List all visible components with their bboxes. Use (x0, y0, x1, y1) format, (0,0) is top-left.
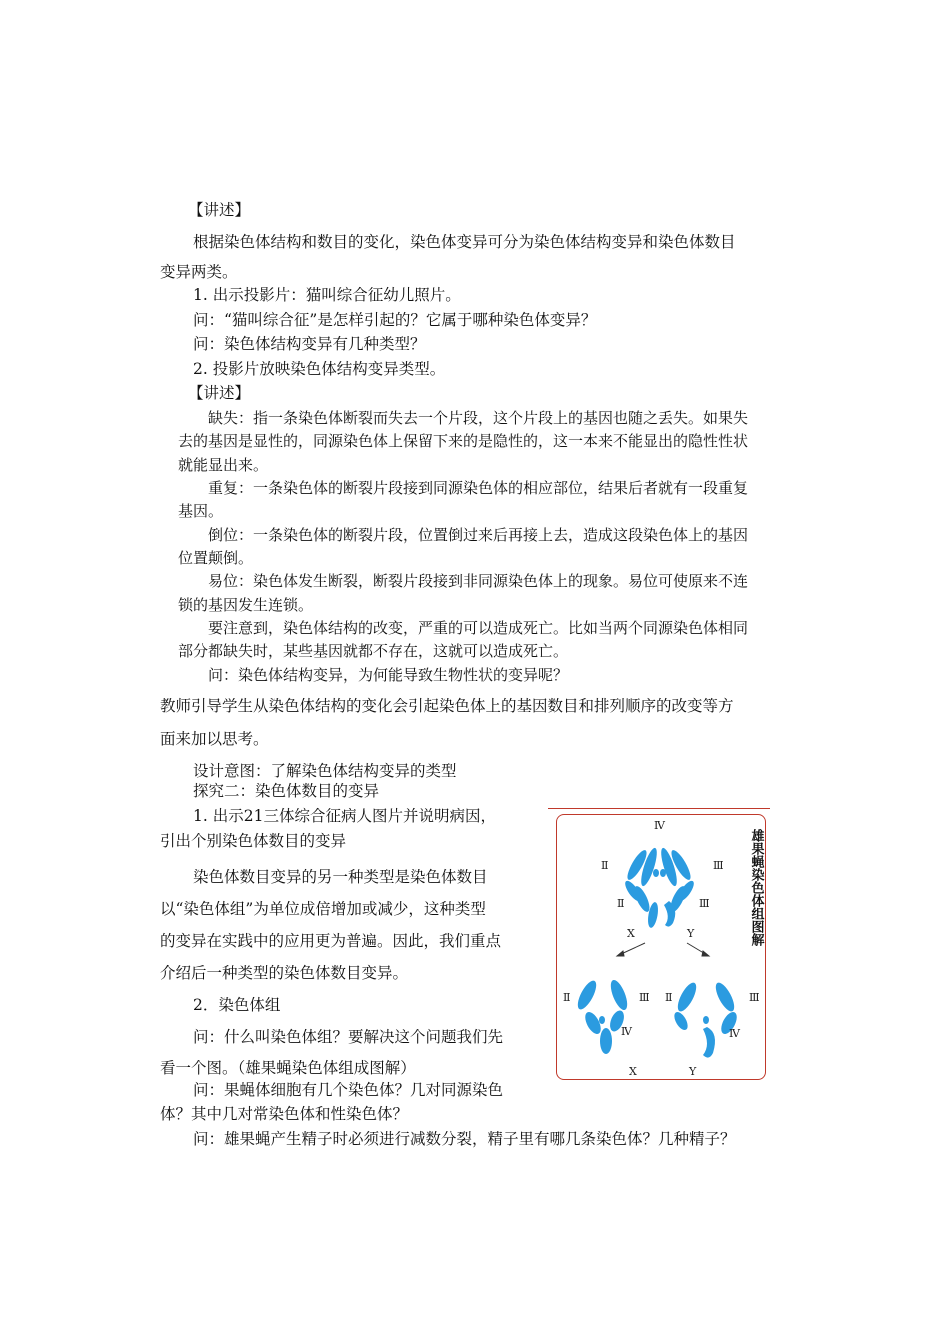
question-line: 问：雄果蝇产生精子时必须进行减数分裂，精子里有哪几条染色体？几种精子？ (193, 1130, 736, 1148)
heading-narration-2: 【讲述】 (188, 384, 251, 402)
label-g2-iv: Ⅳ (729, 1027, 740, 1040)
chromosome-g2-iii (712, 980, 738, 1014)
question-line: 问：“猫叫综合征”是怎样引起的？它属于哪种染色体变异？ (193, 311, 597, 329)
paragraph-line: 要注意到，染色体结构的改变，严重的可以造成死亡。比如当两个同源染色体相同 (208, 619, 749, 637)
question-line: 问：染色体结构变异有几种类型？ (193, 335, 426, 353)
label-g1-iv: Ⅳ (621, 1025, 632, 1038)
paragraph-line: 根据染色体结构和数目的变化，染色体变异可分为染色体结构变异和染色体数目 (193, 233, 736, 251)
paragraph-line: 去的基因是显性的，同源染色体上保留下来的是隐性的，这一本来不能显出的隐性性状 (178, 432, 749, 450)
label-g1-iii: Ⅲ (639, 991, 650, 1004)
chromosome-iv-b (660, 869, 666, 877)
arrow-right-head (702, 951, 709, 956)
paragraph-line: 引出个别染色体数目的变异 (160, 832, 347, 850)
label-iii-right: Ⅲ (713, 859, 724, 872)
list-item-2: 2．染色体组 (193, 996, 281, 1014)
list-item-2: 2. 投影片放映染色体结构变异类型。 (193, 360, 446, 378)
paragraph-line: 以“染色体组”为单位成倍增加或减少，这种类型 (160, 900, 486, 918)
label-x-top: X (627, 927, 635, 940)
paragraph-line: 基因。 (178, 502, 224, 520)
label-y-top: Y (687, 927, 695, 940)
label-g1-x: X (629, 1065, 637, 1078)
chromosome-g1-ii (574, 978, 600, 1012)
label-g2-iii: Ⅲ (749, 991, 760, 1004)
paragraph-line: 的变异在实践中的应用更为普遍。因此，我们重点 (160, 932, 502, 950)
paragraph-line: 部分都缺失时，某些基因就都不存在，这就可以造成死亡。 (178, 642, 569, 660)
paragraph-line: 介绍后一种类型的染色体数目变异。 (160, 964, 409, 982)
paragraph-line: 面来加以思考。 (160, 730, 269, 748)
paragraph-line: 易位：染色体发生断裂，断裂片段接到非同源染色体上的现象。易位可使原来不连 (208, 572, 749, 590)
question-line: 问：果蝇体细胞有几个染色体？几对同源染色 (193, 1081, 504, 1099)
figure-top-rule (548, 808, 770, 809)
label-ii-left: Ⅱ (601, 859, 609, 872)
heading-narration-1: 【讲述】 (188, 201, 251, 219)
label-iv-top: Ⅳ (654, 819, 665, 832)
paragraph-line: 缺失：指一条染色体断裂而失去一个片段，这个片段上的基因也随之丢失。如果失 (208, 409, 749, 427)
label-g2-ii: Ⅱ (665, 991, 673, 1004)
chromosome-g2-iv (703, 1016, 709, 1024)
chromosome-g2-ii (674, 980, 700, 1014)
chromosome-g2-y (703, 1027, 715, 1058)
paragraph-line: 看一个图。（雄果蝇染色体组成图解） (160, 1059, 416, 1077)
label-ii-inner: Ⅱ (617, 897, 625, 910)
paragraph-line: 体？其中几对常染色体和性染色体？ (160, 1105, 409, 1123)
question-line: 问：染色体结构变异，为何能导致生物性状的变异呢？ (208, 666, 569, 684)
paragraph-line: 锁的基因发生连锁。 (178, 596, 314, 614)
chromosome-g1-x (600, 1028, 612, 1054)
figure-title: 雄果蝇染色体组图解 (748, 829, 764, 946)
question-line: 问：什么叫染色体组？要解决这个问题我们先 (193, 1028, 504, 1046)
paragraph-line: 教师引导学生从染色体结构的变化会引起染色体上的基因数目和排列顺序的改变等方 (160, 697, 734, 715)
arrow-left-head (617, 951, 624, 956)
label-g1-ii: Ⅱ (563, 991, 571, 1004)
design-intent: 设计意图：了解染色体结构变异的类型 (193, 762, 457, 780)
paragraph-line: 就能显出来。 (178, 456, 269, 474)
paragraph-line: 染色体数目变异的另一种类型是染色体数目 (193, 868, 488, 886)
list-item-1: 1. 出示投影片：猫叫综合征幼儿照片。 (193, 286, 461, 304)
chromosome-diagram (557, 815, 767, 1081)
list-item-1: 1. 出示21三体综合征病人图片并说明病因， (193, 807, 496, 825)
paragraph-line: 倒位：一条染色体的断裂片段，位置倒过来后再接上去，造成这段染色体上的基因 (208, 526, 749, 544)
chromosome-g2-ii-arm (672, 1010, 691, 1032)
paragraph-line: 重复：一条染色体的断裂片段接到同源染色体的相应部位，结果后者就有一段重复 (208, 479, 749, 497)
paragraph-line: 位置颠倒。 (178, 549, 254, 567)
chromosome-figure (556, 814, 766, 1080)
chromosome-iv-a (653, 869, 659, 877)
chromosome-g1-iii (607, 978, 630, 1012)
chromosome-g1-iv (599, 1016, 605, 1024)
label-iii-inner: Ⅲ (699, 897, 710, 910)
section-heading: 探究二：染色体数目的变异 (193, 782, 380, 800)
label-g2-y: Y (689, 1065, 697, 1078)
paragraph-line: 变异两类。 (160, 263, 238, 281)
